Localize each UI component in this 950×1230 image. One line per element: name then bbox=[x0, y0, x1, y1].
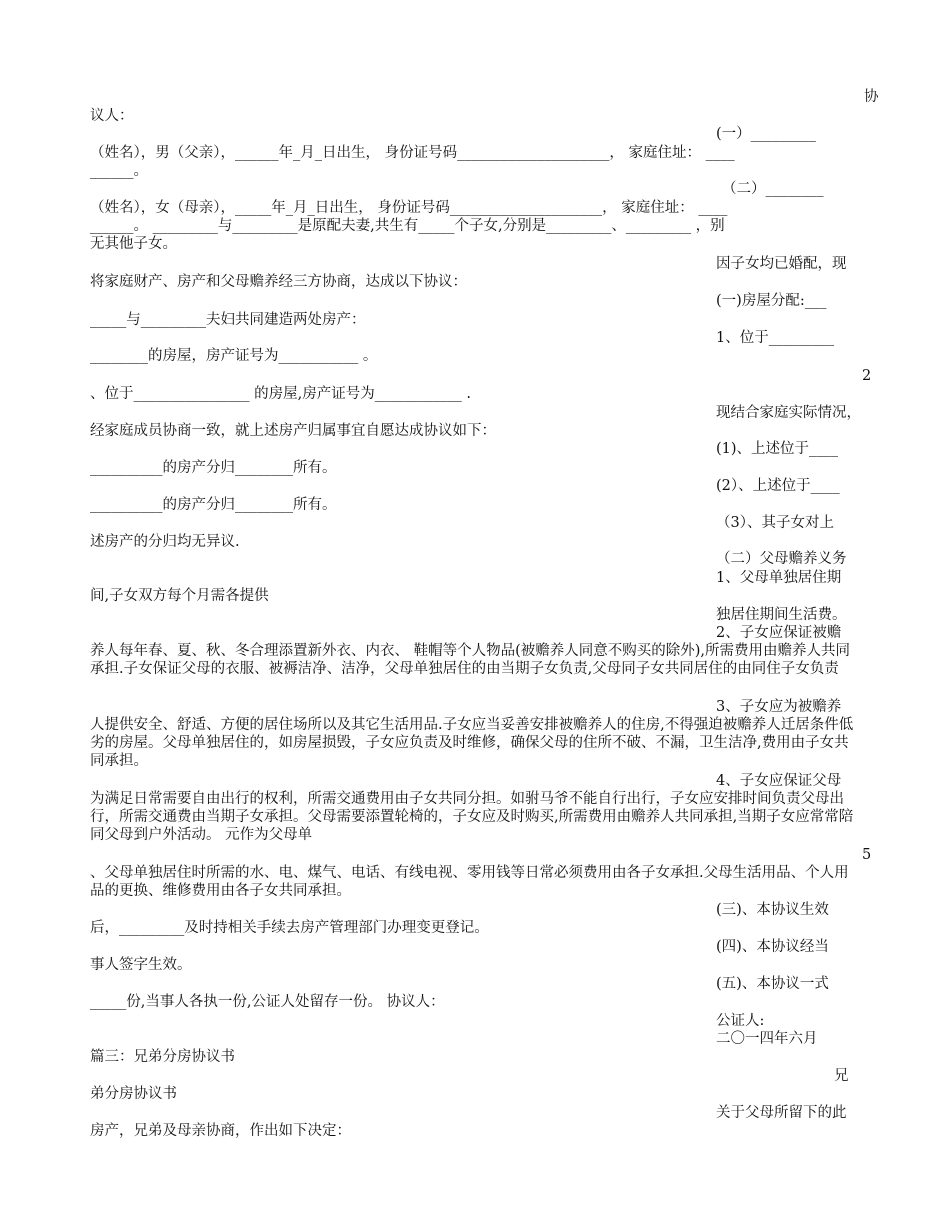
text-line: __________的房产分归________所有。 bbox=[90, 497, 337, 513]
text-line: (三)、本协议生效 bbox=[716, 902, 829, 918]
paragraph: 为满足日常需要自由出行的权利，所需交通费用由子女共同分担。如驸马爷不能自行出行，子女应安排时间负责父母出行，所需交通费由当期子女承担。父母需要添置轮椅的，子女应及时购买,所需费用由赡养人共同承担,当期子女应常常陪同父母到户外活动。 元作为父母单 bbox=[90, 791, 854, 843]
text-line: 2 bbox=[862, 368, 872, 384]
text-line: (五)、本协议一式 bbox=[716, 976, 829, 992]
paragraph: 养人每年春、夏、秋、冬合理添置新外衣、内衣、 鞋帽等个人物品(被赡养人同意不购买的除外),所需费用由赡养人共同承担.子女保证父母的衣服、被褥洁净、洁净，父母单独居住的由当期子女负责,父母同子女共同居住的由同住子女负责 bbox=[90, 643, 851, 677]
text-line: 4、子女应保证父母 bbox=[716, 773, 842, 789]
text-line: （3）、其子女对上 bbox=[716, 515, 834, 531]
text-line: (2）、上述位于____ bbox=[716, 478, 840, 494]
text-line: 因子女均已婚配，现 bbox=[716, 256, 847, 272]
text-line: （二）父母赡养义务 bbox=[716, 551, 847, 567]
text-line: 后，_________及时持相关手续去房产管理部门办理变更登记。 bbox=[90, 920, 489, 936]
text-line: 兄 bbox=[834, 1068, 849, 1084]
text-line: 协 bbox=[864, 89, 879, 105]
text-line: 2、子女应保证被赡 bbox=[716, 625, 842, 641]
text-line: 1、父母单独居住期 bbox=[716, 570, 842, 586]
text-line: (1)、上述位于____ bbox=[716, 441, 839, 457]
text-line: (四)、本协议经当 bbox=[716, 939, 829, 955]
text-line: 述房产的分归均无异议. bbox=[90, 534, 240, 550]
text-line: 将家庭财产、房产和父母赡养经三方协商，达成以下协议： bbox=[90, 274, 467, 290]
text-line: 弟分房协议书 bbox=[90, 1086, 177, 1102]
text-line: 1、位于_________ bbox=[716, 330, 834, 346]
text-line: （姓名），男（父亲），______年_月_日出生， 身份证号码_____________________， 家庭住址： ____ bbox=[90, 145, 735, 161]
text-line: 、位于________________ 的房屋,房产证号为____________ . bbox=[90, 386, 471, 402]
section-title: 篇三：兄弟分房协议书 bbox=[90, 1049, 235, 1065]
text-line: 事人签字生效。 bbox=[90, 957, 192, 973]
text-line: 3、子女应为被赡养 bbox=[716, 699, 842, 715]
text-line: 5 bbox=[862, 847, 872, 863]
text-line: ______。 bbox=[90, 163, 148, 179]
text-line: 二〇一四年六月 bbox=[716, 1031, 818, 1047]
text-line: 房产，兄弟及母亲协商，作出如下决定： bbox=[90, 1123, 351, 1139]
text-line: （二）________ bbox=[722, 181, 824, 197]
text-line: 现结合家庭实际情况， bbox=[716, 405, 861, 421]
text-line: __________的房产分归________所有。 bbox=[90, 460, 337, 476]
text-line: 无其他子女。 bbox=[90, 236, 177, 252]
paragraph: 、父母单独居住时所需的水、电、煤气、电话、有线电视、零用钱等日常必须费用由各子女承担.父母生活用品、个人用品的更换、维修费用由各子女共同承担。 bbox=[90, 865, 849, 899]
text-line: ________的房屋，房产证号为___________ 。 bbox=[90, 348, 378, 364]
text-line: ______。 _________与_________是原配夫妻,共生有_____个子女,分别是_________、_________ ，别 bbox=[90, 218, 725, 234]
text-line: （姓名），女（母亲），_____年_月_日出生， 身份证号码_____________________， 家庭住址： ____ bbox=[90, 200, 728, 216]
paragraph: 人提供安全、舒适、方便的居住场所以及其它生活用品.子女应当妥善安排被赡养人的住房,不得强迫被赡养人迁居条件低劣的房屋。父母单独居住的，如房屋损毁，子女应负责及时维修，确保父母的住所不破、不漏，卫生洁净,费用由子女共同承担。 bbox=[90, 717, 854, 769]
text-line: 议人： bbox=[90, 108, 134, 124]
text-line: 间,子女双方每个月需各提供 bbox=[90, 588, 269, 604]
text-line: 经家庭成员协商一致，就上述房产归属事宜自愿达成协议如下： bbox=[90, 423, 496, 439]
text-line: 公证人: bbox=[716, 1013, 765, 1029]
text-line: _____与_________夫妇共同建造两处房产： bbox=[90, 312, 366, 328]
text-line: (一)房屋分配:___ bbox=[716, 293, 827, 309]
text-line: (一）_________ bbox=[716, 126, 816, 142]
text-line: 关于父母所留下的此 bbox=[716, 1105, 847, 1121]
text-line: 独居住期间生活费。 bbox=[716, 607, 847, 623]
text-line: _____份,当事人各执一份,公证人处留存一份。 协议人： bbox=[90, 994, 445, 1010]
